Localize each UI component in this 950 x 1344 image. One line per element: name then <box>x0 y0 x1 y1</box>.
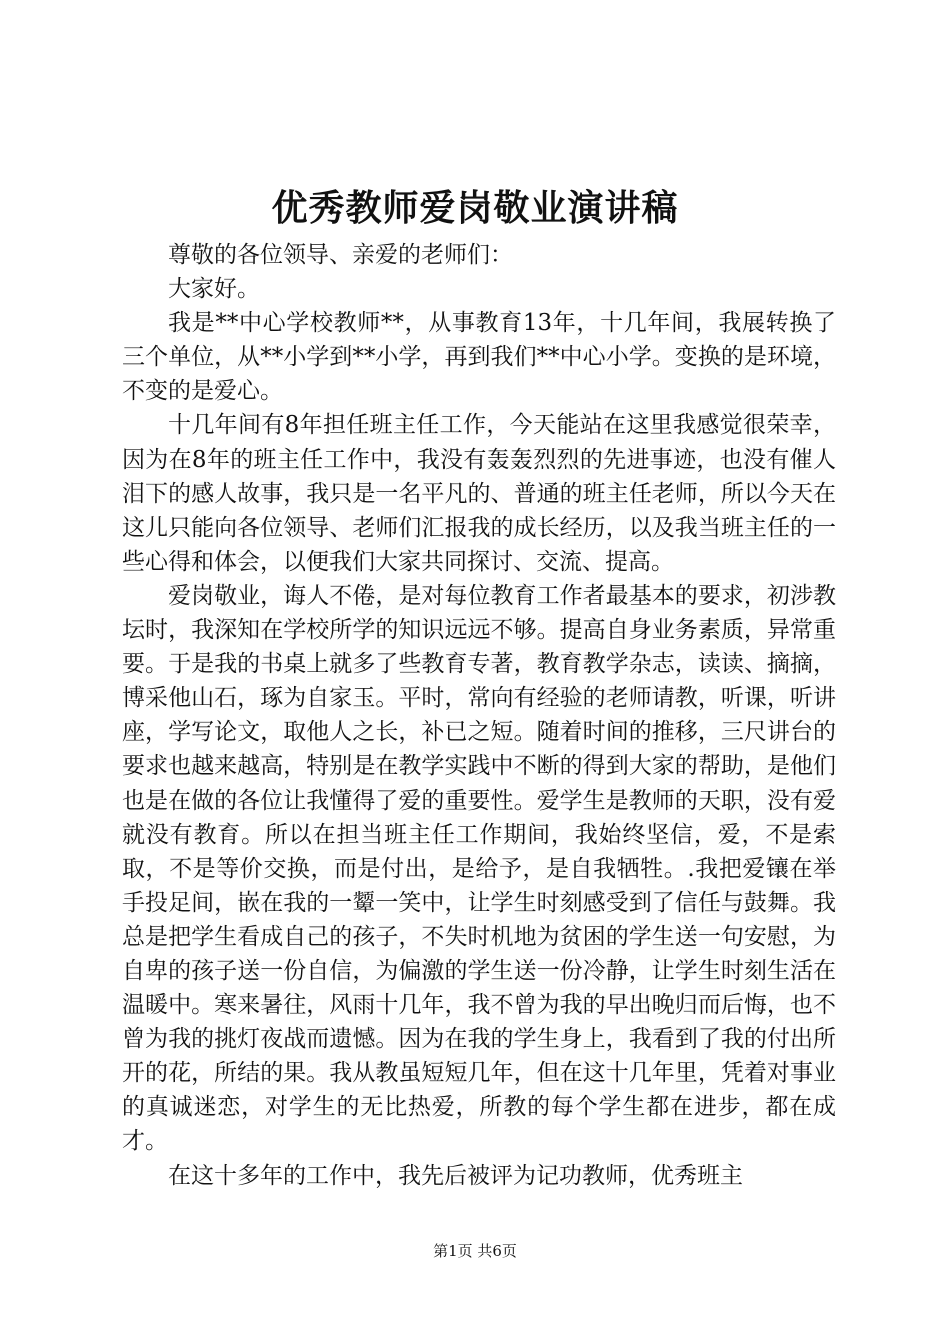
achievements-paragraph: 在这十多年的工作中，我先后被评为记功教师，优秀班主 <box>168 1162 743 1189</box>
introduction-paragraph: 我是**中心学校教师**，从事教育13年，十几年间，我展转换了三个单位，从**小学到**小学，再到我们**中心小学。变换的是环境，不变的是爱心。 <box>122 310 836 405</box>
document-body <box>122 238 836 1193</box>
greeting-paragraph: 大家好。 <box>168 276 260 303</box>
salutation-paragraph: 尊敬的各位领导、亲爱的老师们： <box>168 242 513 268</box>
dedication-paragraph: 爱岗敬业，诲人不倦，是对每位教育工作者最基本的要求，初涉教坛时，我深知在学校所学的知识远远不够。提高自身业务素质，异常重要。于是我的书桌上就多了些教育专著，教育教学杂志，读读、摘摘，博采他山石，琢为自家玉。平时，常向有经验的老师请教，听课，听讲座，学写论文，取他人之长，补已之短。随着时间的推移，三尺讲台的要求也越来越高，特别是在教学实践中不断的得到大家的帮助，是他们也是在做的各位让我懂得了爱的重要性。爱学生是教师的天职，没有爱就没有教育。所以在担当班主任工作期间，我始终坚信，爱，不是索取，不是等价交换，而是付出，是给予，是自我牺牲。.我把爱镶在举手投足间，嵌在我的一颦一笑中，让学生时刻感受到了信任与鼓舞。我总是把学生看成自己的孩子，不失时机地为贫困的学生送一句安慰，为自卑的孩子送一份自信，为偏激的学生送一份冷静，让学生时刻生活在温暖中。寒来暑往，风雨十几年，我不曾为我的早出晚归而后悔，也不曾为我的挑灯夜战而遗憾。因为在我的学生身上，我看到了我的付出所开的花，所结的果。我从教虽短短几年，但在这十几年里，凭着对事业的真诚迷恋，对学生的无比热爱，所教的每个学生都在进步，都在成才。 <box>122 582 836 1155</box>
head-teacher-experience-paragraph: 十几年间有8年担任班主任工作，今天能站在这里我感觉很荣幸，因为在8年的班主任工作中，我没有轰轰烈烈的先进事迹，也没有催人泪下的感人故事，我只是一名平凡的、普通的班主任老师，所以今天在这儿只能向各位领导、老师们汇报我的成长经历，以及我当班主任的一些心得和体会，以便我们大家共同探讨、交流、提高。 <box>122 412 836 575</box>
page-number-footer: 第1页 共6页 <box>433 1242 517 1260</box>
document-title: 优秀教师爱岗敬业演讲稿 <box>271 187 679 229</box>
